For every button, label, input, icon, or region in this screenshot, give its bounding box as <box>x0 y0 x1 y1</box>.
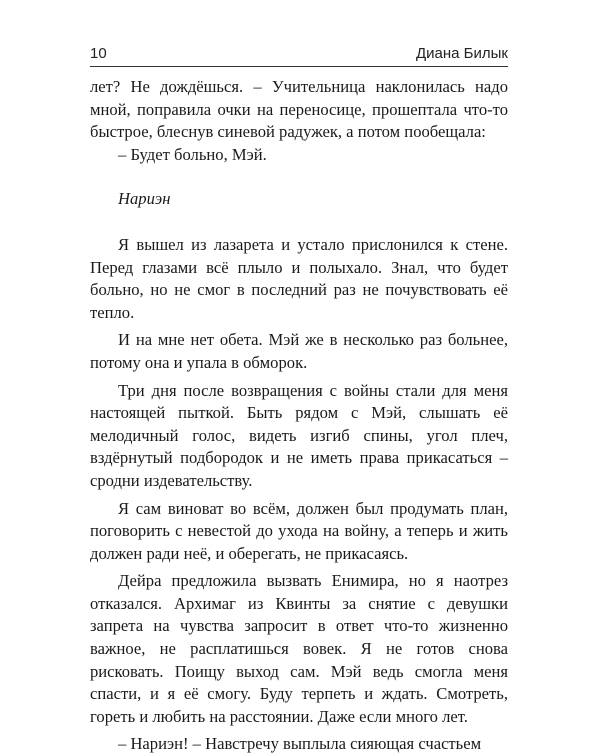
running-header <box>90 38 508 62</box>
paragraph: Дейра предложила вызвать Енимира, но я наотрез отказался. Архимаг из Квинты за снятие с девушки запрета на чувства запросит в ответ что-то жизненно важное, не расплатишься вовек. Я не готов снова рисковать. Поищу выход сам. Мэй ведь смогла меня спасти, и я её смогу. Буду терпеть и ждать. Смотреть, гореть и любить на расстоянии. Даже если много лет. <box>90 571 508 726</box>
page-number: 10 <box>90 45 107 62</box>
paragraph: Три дня после возвращения с войны стали для меня настоящей пыткой. Быть рядом с Мэй, слышать её мелодичный голос, видеть изгиб спины, угол плеч, вздёрнутый подбородок и не иметь права прикасаться – сродни издевательству. <box>90 380 508 490</box>
body-text <box>90 76 508 756</box>
paragraph: Я сам виноват во всём, должен был продумать план, поговорить с невестой до ухода на войну, а теперь и жить должен ради неё, и оберегать, не прикасаясь. <box>90 498 508 563</box>
paragraph: Я вышел из лазарета и устало прислонился к стене. Перед глазами всё плыло и полыхало. Знал, что будет больно, но не смог в последний раз не почувствовать её тепло. <box>90 234 508 322</box>
paragraph: – Будет больно, Мэй. <box>118 144 267 164</box>
paragraph: И на мне нет обета. Мэй же в несколько раз больнее, потому она и упала в обморок. <box>90 330 508 372</box>
section-title: Нариэн <box>118 189 171 209</box>
header-divider <box>90 66 508 67</box>
running-header-author: Диана Билык <box>416 45 508 62</box>
paragraph: лет? Не дождёшься. – Учительница наклонилась надо мной, поправила очки на переносице, прошептала что-то быстрое, блеснув синевой радужек, а потом пообещала: <box>90 77 508 142</box>
paragraph: – Нариэн! – Навстречу выплыла сияющая счастьем <box>118 734 482 754</box>
